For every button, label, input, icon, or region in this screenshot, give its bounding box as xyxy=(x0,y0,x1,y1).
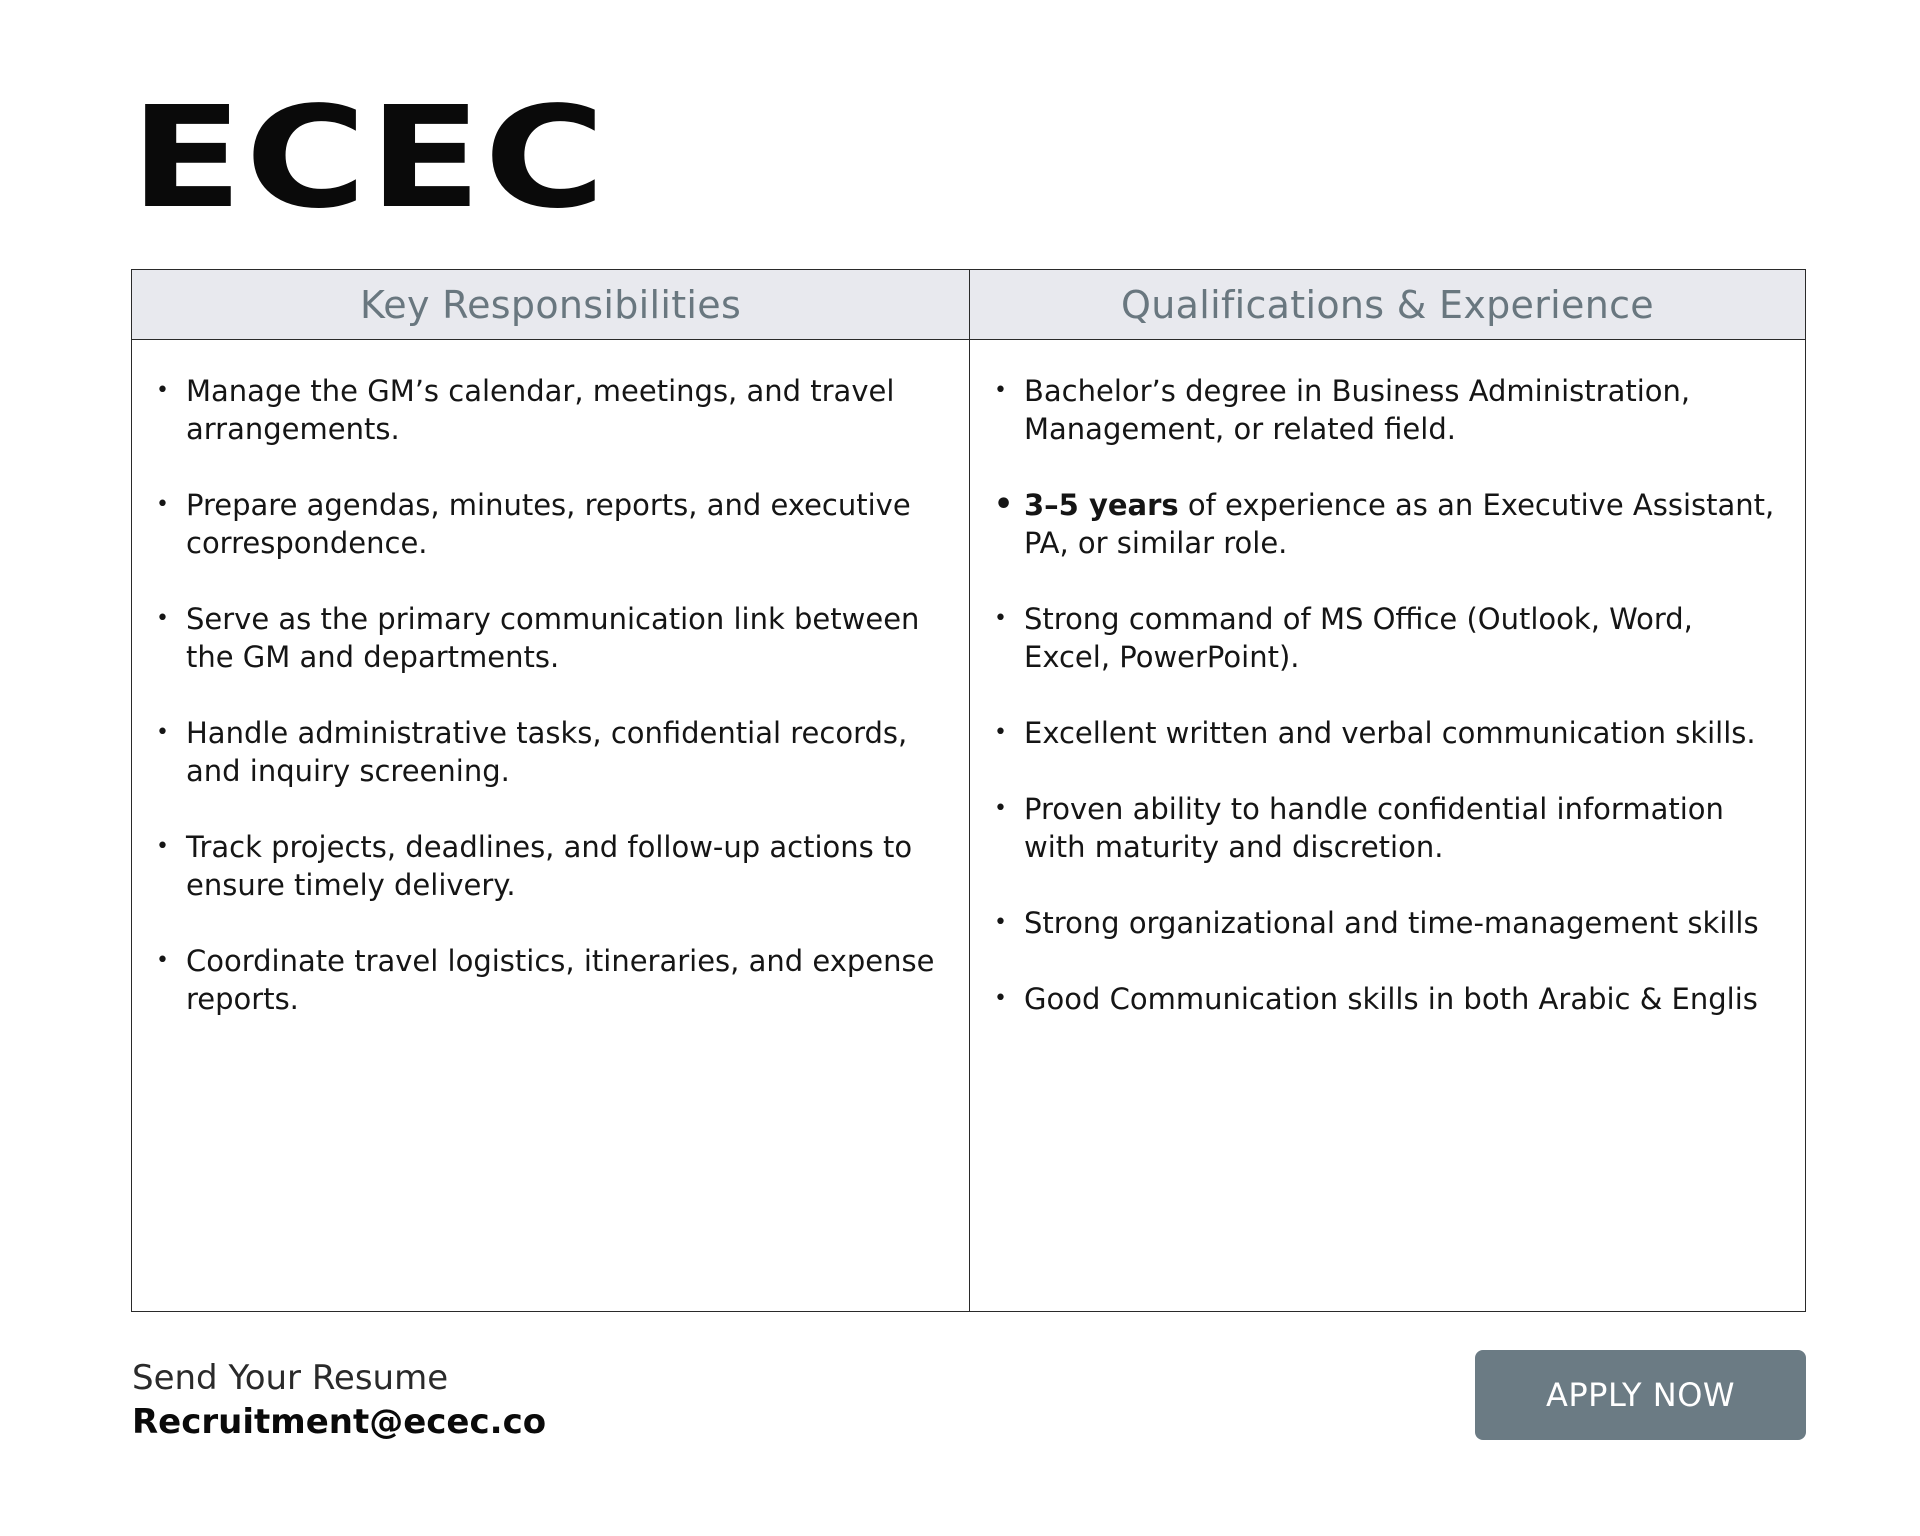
qualification-text xyxy=(1024,372,1785,448)
qualification-emphasis: 3–5 years xyxy=(1024,488,1179,522)
qualification-text xyxy=(1024,714,1785,752)
bullet-icon: • xyxy=(994,986,1007,1011)
list-item xyxy=(994,790,1785,866)
qualifications-header: Qualifications & Experience xyxy=(970,270,1805,340)
list-item xyxy=(156,714,949,790)
bullet-icon: • xyxy=(156,492,169,517)
qualification-body: of experience as an Executive Assistant, PA, or similar role. xyxy=(1024,488,1775,560)
list-item xyxy=(156,828,949,904)
qualification-body: Strong organizational and time-management skills xyxy=(1024,906,1759,940)
bullet-icon: • xyxy=(156,834,169,859)
responsibility-text: Track projects, deadlines, and follow-up actions to ensure timely delivery. xyxy=(186,830,913,902)
list-item xyxy=(156,600,949,676)
responsibility-text: Handle administrative tasks, confidential records, and inquiry screening. xyxy=(186,716,908,788)
list-item xyxy=(994,372,1785,448)
bullet-icon: • xyxy=(156,378,169,403)
bullet-icon: • xyxy=(156,720,169,745)
bullet-icon: • xyxy=(994,910,1007,935)
responsibility-text: Coordinate travel logistics, itineraries, and expense reports. xyxy=(186,944,935,1016)
bullet-icon: • xyxy=(994,606,1007,631)
company-logo: ECEC xyxy=(130,77,608,240)
list-item xyxy=(156,486,949,562)
qualification-body: Excellent written and verbal communication skills. xyxy=(1024,716,1756,750)
list-item xyxy=(994,980,1785,1018)
qualification-text xyxy=(1024,486,1785,562)
list-item xyxy=(994,904,1785,942)
list-item xyxy=(156,372,949,448)
bullet-icon: • xyxy=(156,606,169,631)
bullet-icon: • xyxy=(994,378,1007,403)
recruitment-email-link[interactable]: Recruitment@ecec.co xyxy=(132,1402,547,1442)
apply-now-button[interactable]: APPLY NOW xyxy=(1475,1350,1806,1440)
bullet-icon: • xyxy=(156,948,169,973)
qualification-body: Proven ability to handle confidential information with maturity and discretion. xyxy=(1024,792,1724,864)
qualification-body: Good Communication skills in both Arabic & Englis xyxy=(1024,982,1758,1016)
responsibilities-header: Key Responsibilities xyxy=(132,270,970,340)
qualifications-list xyxy=(970,340,1805,1311)
qualification-text xyxy=(1024,790,1785,866)
job-details-table xyxy=(131,269,1806,1312)
qualification-body: Bachelor’s degree in Business Administration, Management, or related field. xyxy=(1024,374,1691,446)
responsibility-text: Manage the GM’s calendar, meetings, and travel arrangements. xyxy=(186,374,895,446)
responsibility-text: Prepare agendas, minutes, reports, and executive correspondence. xyxy=(186,488,911,560)
send-resume-label: Send Your Resume xyxy=(132,1358,449,1398)
list-item xyxy=(994,486,1785,562)
list-item xyxy=(994,600,1785,676)
bullet-icon: • xyxy=(994,487,1014,522)
list-item xyxy=(156,942,949,1018)
responsibilities-list xyxy=(132,340,970,1311)
list-item xyxy=(994,714,1785,752)
qualification-text xyxy=(1024,600,1785,676)
qualification-text xyxy=(1024,904,1785,942)
bullet-icon: • xyxy=(994,796,1007,821)
bullet-icon: • xyxy=(994,720,1007,745)
qualification-body: Strong command of MS Office (Outlook, Word, Excel, PowerPoint). xyxy=(1024,602,1693,674)
responsibility-text: Serve as the primary communication link between the GM and departments. xyxy=(186,602,920,674)
qualification-text xyxy=(1024,980,1785,1018)
